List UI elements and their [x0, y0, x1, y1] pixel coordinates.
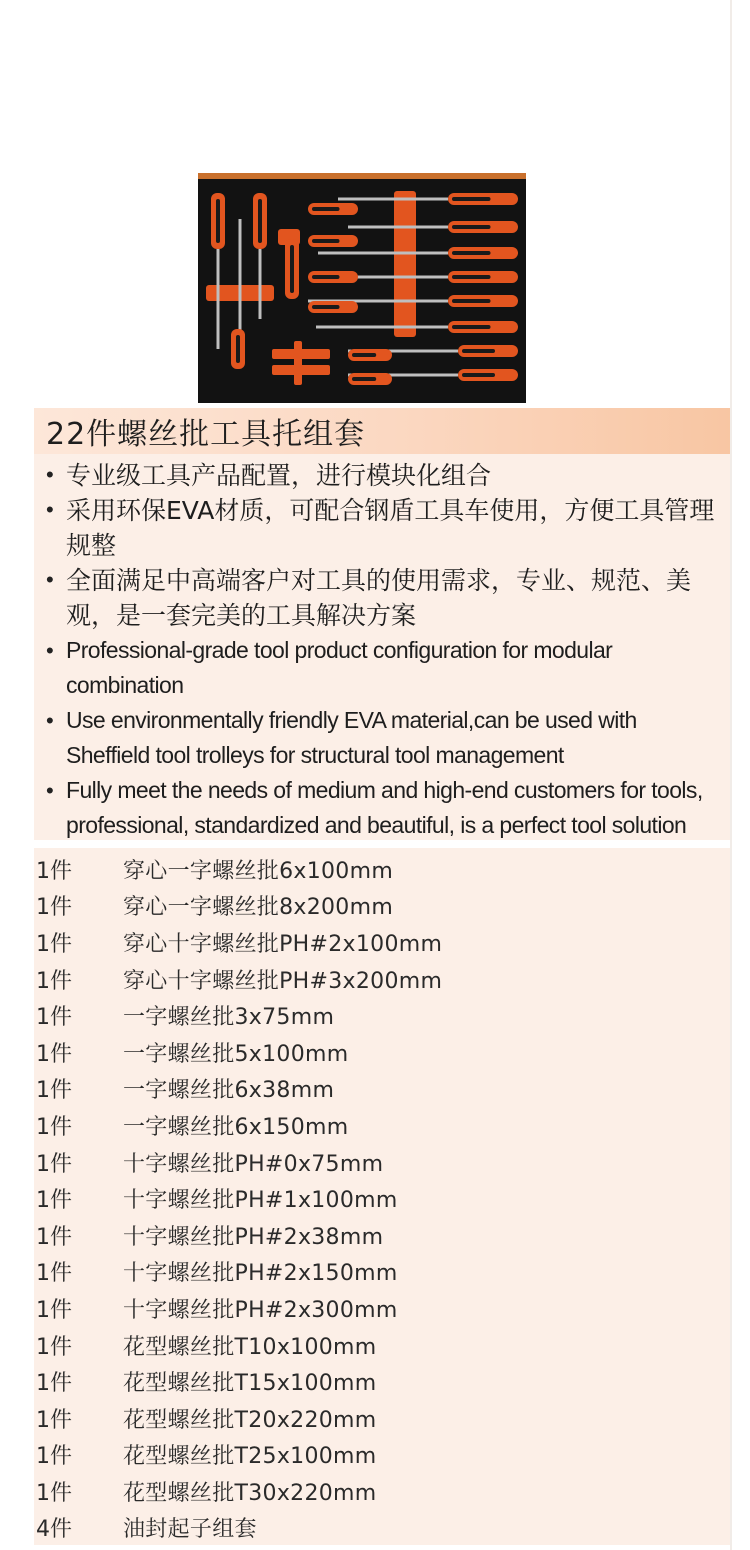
parts-row — [34, 1437, 730, 1474]
parts-row — [34, 1290, 730, 1327]
part-name: 花型螺丝批T25x100mm — [123, 1444, 377, 1470]
part-quantity: 1件 — [36, 931, 72, 957]
tray-holder-bar — [394, 191, 416, 337]
parts-row — [34, 1254, 730, 1291]
title-bar — [34, 408, 730, 454]
parts-row — [34, 851, 730, 888]
screwdriver — [348, 373, 392, 385]
screwdriver — [231, 329, 245, 369]
screwdriver — [308, 301, 358, 313]
feature-item — [46, 773, 726, 843]
part-quantity: 1件 — [36, 1407, 72, 1433]
parts-row — [34, 924, 730, 961]
screwdriver-tray-image — [198, 179, 526, 403]
part-name: 十字螺丝批PH#2x300mm — [123, 1297, 398, 1323]
part-name: 一字螺丝批5x100mm — [123, 1041, 349, 1067]
parts-row — [34, 1400, 730, 1437]
screwdriver — [308, 271, 358, 283]
parts-row — [34, 1180, 730, 1217]
parts-row — [34, 1327, 730, 1364]
part-quantity: 1件 — [36, 1078, 72, 1104]
parts-row — [34, 961, 730, 998]
parts-row — [34, 888, 730, 925]
bullet-dot-icon: • — [46, 567, 54, 592]
part-quantity: 1件 — [36, 1114, 72, 1140]
part-name: 一字螺丝批3x75mm — [123, 1005, 335, 1031]
screwdriver — [308, 203, 358, 215]
part-name: 一字螺丝批6x38mm — [123, 1078, 335, 1104]
parts-row — [34, 1144, 730, 1181]
parts-row — [34, 1510, 730, 1547]
part-quantity: 1件 — [36, 1444, 72, 1470]
screwdriver — [308, 235, 358, 247]
feature-text: 专业级工具产品配置，进行模块化组合 — [66, 461, 492, 490]
part-name: 十字螺丝批PH#1x100mm — [123, 1188, 398, 1214]
bullet-dot-icon: • — [46, 638, 54, 663]
part-name: 花型螺丝批T15x100mm — [123, 1371, 377, 1397]
part-quantity: 4件 — [36, 1517, 72, 1543]
part-name: 十字螺丝批PH#0x75mm — [123, 1151, 384, 1177]
parts-row — [34, 1217, 730, 1254]
product-title: 22件螺丝批工具托组套 — [46, 417, 366, 452]
part-quantity: 1件 — [36, 858, 72, 884]
parts-row — [34, 1363, 730, 1400]
bullet-dot-icon: • — [46, 462, 54, 487]
feature-item — [46, 563, 726, 633]
part-name: 穿心十字螺丝批PH#2x100mm — [123, 931, 443, 957]
feature-item — [46, 703, 726, 773]
part-quantity: 1件 — [36, 1297, 72, 1323]
part-name: 穿心十字螺丝批PH#3x200mm — [123, 968, 443, 994]
part-quantity: 1件 — [36, 1188, 72, 1214]
parts-list — [34, 848, 730, 1545]
part-name: 花型螺丝批T20x220mm — [123, 1407, 377, 1433]
parts-row — [34, 1071, 730, 1108]
part-quantity: 1件 — [36, 895, 72, 921]
part-quantity: 1件 — [36, 1151, 72, 1177]
product-photo — [198, 173, 526, 403]
part-name: 十字螺丝批PH#2x38mm — [123, 1224, 384, 1250]
feature-item — [46, 633, 726, 703]
part-quantity: 1件 — [36, 1041, 72, 1067]
part-name: 花型螺丝批T30x220mm — [123, 1480, 377, 1506]
screwdriver — [285, 239, 299, 299]
part-name: 油封起子组套 — [123, 1517, 257, 1543]
parts-row — [34, 1473, 730, 1510]
part-name: 一字螺丝批6x150mm — [123, 1114, 349, 1140]
feature-text: Professional-grade tool product configuration for modular combination — [66, 637, 613, 698]
parts-row — [34, 1034, 730, 1071]
feature-item — [46, 458, 726, 493]
feature-item — [46, 493, 726, 563]
part-quantity: 1件 — [36, 1371, 72, 1397]
bullet-dot-icon: • — [46, 708, 54, 733]
parts-row — [34, 1107, 730, 1144]
page-edge-divider — [730, 0, 732, 1550]
part-quantity: 1件 — [36, 1334, 72, 1360]
feature-text: 全面满足中高端客户对工具的使用需求，专业、规范、美观，是一套完美的工具解决方案 — [66, 566, 692, 630]
part-name: 穿心一字螺丝批8x200mm — [123, 895, 394, 921]
feature-text: Use environmentally friendly EVA material,can be used with Sheffield tool trolleys for structural tool management — [66, 707, 637, 768]
part-quantity: 1件 — [36, 1005, 72, 1031]
part-quantity: 1件 — [36, 1480, 72, 1506]
feature-text: 采用环保EVA材质，可配合钢盾工具车使用，方便工具管理规整 — [66, 496, 715, 560]
part-quantity: 1件 — [36, 1261, 72, 1287]
part-quantity: 1件 — [36, 1224, 72, 1250]
screwdriver — [239, 219, 242, 339]
screwdriver — [348, 349, 392, 361]
part-name: 花型螺丝批T10x100mm — [123, 1334, 377, 1360]
offset-set-holder — [294, 341, 302, 385]
bullet-dot-icon: • — [46, 778, 54, 803]
parts-row — [34, 997, 730, 1034]
bullet-dot-icon: • — [46, 497, 54, 522]
part-quantity: 1件 — [36, 968, 72, 994]
part-name: 十字螺丝批PH#2x150mm — [123, 1261, 398, 1287]
feature-list — [34, 454, 730, 840]
feature-text: Fully meet the needs of medium and high-end customers for tools, professional, standardized and beautiful, is a perfect tool solution — [66, 777, 703, 838]
part-name: 穿心一字螺丝批6x100mm — [123, 858, 394, 884]
